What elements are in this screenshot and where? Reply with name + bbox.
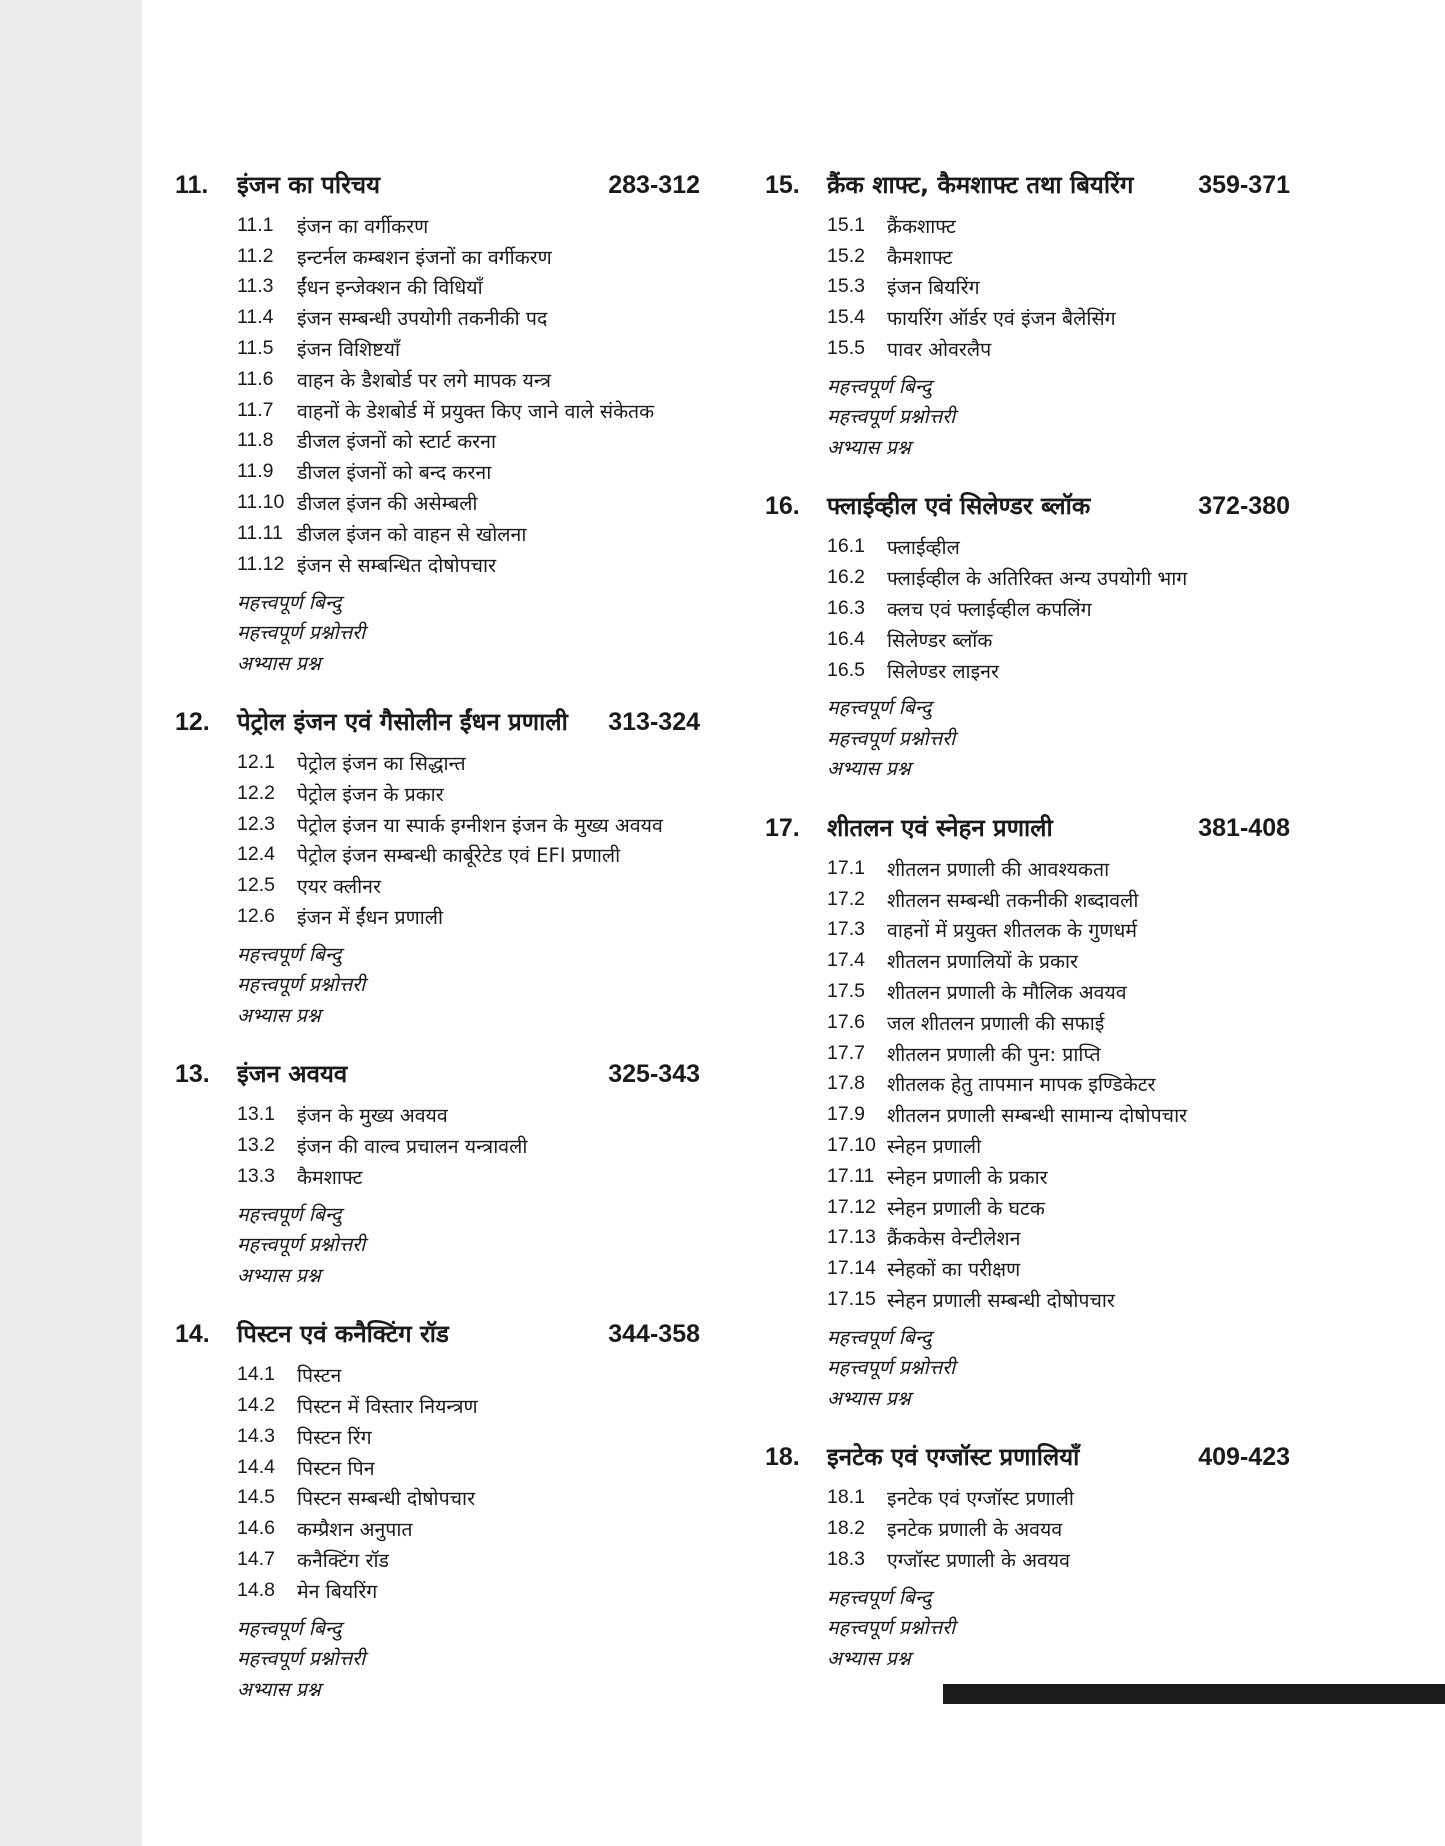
chapter-title: क्रैंक शाफ्ट, कैमशाफ्ट तथा बियरिंग xyxy=(827,171,1134,199)
extra-item: महत्त्वपूर्ण प्रश्नोत्तरी xyxy=(827,405,956,429)
extra-item: महत्त्वपूर्ण प्रश्नोत्तरी xyxy=(827,1356,956,1380)
topic-item xyxy=(237,426,700,457)
topic-item xyxy=(827,976,1290,1007)
topic-item xyxy=(827,1223,1290,1254)
topic-list xyxy=(237,1099,700,1191)
chapter-title: फ्लाईव्हील एवं सिलेण्डर ब्लॉक xyxy=(827,492,1091,521)
chapter-page-range: 325-343 xyxy=(608,1060,700,1089)
topic-number: 16.3 xyxy=(827,596,865,619)
topic-title: कम्प्रैशन अनुपात xyxy=(297,1518,413,1542)
topic-item xyxy=(827,655,1290,686)
chapter-number: 11. xyxy=(175,171,209,199)
topic-item xyxy=(237,1099,700,1130)
topic-list xyxy=(237,1359,700,1605)
toc-column-right xyxy=(765,168,1290,1700)
extra-item: अभ्यास प्रश्न xyxy=(237,651,321,675)
topic-title: फ्लाईव्हील xyxy=(887,536,960,560)
chapter-number: 12. xyxy=(175,708,210,737)
toc-column-left xyxy=(175,168,700,1731)
topic-item xyxy=(827,945,1290,976)
topic-title: इंजन का वर्गीकरण xyxy=(297,214,429,238)
topic-number: 12.6 xyxy=(237,904,275,927)
topic-number: 11.9 xyxy=(237,460,274,483)
topic-title: इंजन के मुख्य अवयव xyxy=(297,1104,448,1128)
extra-item: महत्त्वपूर्ण बिन्दु xyxy=(827,696,932,720)
topic-item xyxy=(237,364,700,395)
topic-item xyxy=(237,241,700,272)
chapter-title: इंजन का परिचय xyxy=(237,171,381,199)
topic-title: इंजन बियरिंग xyxy=(887,276,980,300)
topic-item xyxy=(237,870,700,901)
topic-title: इंजन में ईंधन प्रणाली xyxy=(297,905,444,929)
chapter-heading xyxy=(765,811,1290,853)
topic-item xyxy=(827,302,1290,333)
topic-item xyxy=(827,1192,1290,1223)
topic-item xyxy=(827,1038,1290,1069)
chapter-number: 15. xyxy=(765,171,800,199)
topic-item xyxy=(237,1575,700,1606)
topic-title: स्नेहन प्रणाली xyxy=(887,1135,982,1159)
topic-number: 14.8 xyxy=(237,1578,275,1601)
topic-title: इंजन की वाल्व प्रचालन यन्त्रावली xyxy=(297,1135,528,1159)
chapter-page-range: 372-380 xyxy=(1198,492,1290,521)
topic-item xyxy=(237,778,700,809)
topic-number: 12.2 xyxy=(237,781,275,804)
topic-number: 17.13 xyxy=(827,1226,876,1249)
topic-number: 14.7 xyxy=(237,1547,275,1570)
chapter-page-range: 409-423 xyxy=(1198,1443,1290,1472)
topic-title: पेट्रोल इंजन या स्पार्क इग्नीशन इंजन के मुख्य अवयव xyxy=(297,813,663,837)
topic-item xyxy=(237,1421,700,1452)
topic-number: 17.5 xyxy=(827,980,865,1003)
topic-title: कैमशाफ्ट xyxy=(297,1165,363,1189)
extra-item: महत्त्वपूर्ण बिन्दु xyxy=(237,590,342,614)
topic-number: 15.5 xyxy=(827,337,865,360)
topic-title: मेन बियरिंग xyxy=(297,1579,378,1603)
topic-list xyxy=(827,210,1290,364)
chapter-entry xyxy=(175,1317,700,1705)
topic-title: डीजल इंजन की असेम्बली xyxy=(297,492,478,516)
topic-item xyxy=(827,1513,1290,1544)
extra-item: महत्त्वपूर्ण प्रश्नोत्तरी xyxy=(237,973,366,997)
topic-number: 17.2 xyxy=(827,887,865,910)
chapter-number: 18. xyxy=(765,1443,800,1472)
topic-item xyxy=(237,1390,700,1421)
topic-list xyxy=(237,747,700,932)
topic-title: ईंधन इन्जेक्शन की विधियाँ xyxy=(297,276,483,300)
topic-number: 17.11 xyxy=(827,1164,875,1187)
topic-title: डीजल इंजनों को बन्द करना xyxy=(297,461,492,485)
extra-item: महत्त्वपूर्ण बिन्दु xyxy=(237,1202,342,1226)
topic-number: 14.6 xyxy=(237,1517,275,1540)
topic-title: शीतलन प्रणाली की पुन: प्राप्ति xyxy=(887,1042,1101,1066)
topic-item xyxy=(237,302,700,333)
left-margin-strip xyxy=(0,0,142,1846)
chapter-entry xyxy=(765,811,1290,1414)
topic-item xyxy=(237,210,700,241)
topic-title: डीजल इंजन को वाहन से खोलना xyxy=(297,522,527,546)
topic-item xyxy=(237,549,700,580)
extra-item: अभ्यास प्रश्न xyxy=(237,1003,321,1027)
topic-number: 11.5 xyxy=(237,337,274,360)
topic-title: शीतलन प्रणाली के मौलिक अवयव xyxy=(887,981,1127,1005)
topic-number: 13.3 xyxy=(237,1164,275,1187)
topic-item xyxy=(237,1544,700,1575)
topic-item xyxy=(827,1482,1290,1513)
chapter-page-range: 381-408 xyxy=(1198,813,1290,842)
chapter-heading xyxy=(175,1317,700,1359)
topic-title: इंजन से सम्बन्धित दोषोपचार xyxy=(297,553,497,577)
topic-item xyxy=(237,809,700,840)
chapter-title: इनटेक एवं एग्जॉस्ट प्रणालियाँ xyxy=(827,1443,1080,1472)
topic-title: इंजन विशिष्टयाँ xyxy=(297,338,401,362)
extra-item: अभ्यास प्रश्न xyxy=(827,1386,911,1410)
topic-number: 16.5 xyxy=(827,658,865,681)
topic-number: 12.1 xyxy=(237,750,275,773)
extra-item: महत्त्वपूर्ण प्रश्नोत्तरी xyxy=(237,1233,366,1257)
topic-title: शीतलन प्रणाली की आवश्यकता xyxy=(887,857,1110,881)
extra-item: महत्त्वपूर्ण प्रश्नोत्तरी xyxy=(237,621,366,645)
topic-title: क्रैंककेस वेन्टीलेशन xyxy=(887,1227,1021,1251)
topic-title: वाहनों के डेशबोर्ड में प्रयुक्त किए जाने वाले संकेतक xyxy=(297,399,655,423)
topic-number: 18.2 xyxy=(827,1517,865,1540)
topic-title: पिस्टन में विस्तार नियन्त्रण xyxy=(297,1394,478,1418)
chapter-extras xyxy=(827,372,1290,464)
topic-number: 16.2 xyxy=(827,566,865,589)
topic-number: 14.4 xyxy=(237,1455,275,1478)
topic-item xyxy=(237,1513,700,1544)
chapter-page-range: 344-358 xyxy=(608,1320,700,1349)
topic-title: शीतलन सम्बन्धी तकनीकी शब्दावली xyxy=(887,888,1139,912)
topic-item xyxy=(237,1452,700,1483)
topic-item xyxy=(827,1544,1290,1575)
topic-item xyxy=(237,1161,700,1192)
extra-item: अभ्यास प्रश्न xyxy=(827,435,911,459)
topic-item xyxy=(827,915,1290,946)
topic-title: फ्लाईव्हील के अतिरिक्त अन्य उपयोगी भाग xyxy=(887,567,1188,591)
chapter-extras xyxy=(237,1200,700,1292)
topic-title: एयर क्लीनर xyxy=(297,875,381,899)
chapter-number: 13. xyxy=(175,1060,210,1089)
topic-title: शीतलन प्रणालियों के प्रकार xyxy=(887,950,1079,974)
topic-item xyxy=(237,1359,700,1390)
topic-number: 12.3 xyxy=(237,812,275,835)
topic-title: स्नेहन प्रणाली के घटक xyxy=(887,1196,1045,1220)
extra-item: अभ्यास प्रश्न xyxy=(827,757,911,781)
topic-number: 14.2 xyxy=(237,1393,275,1416)
topic-list xyxy=(827,1482,1290,1574)
chapter-extras xyxy=(237,588,700,680)
topic-item xyxy=(237,839,700,870)
topic-title: वाहनों में प्रयुक्त शीतलक के गुणधर्म xyxy=(887,919,1138,943)
extra-item: महत्त्वपूर्ण बिन्दु xyxy=(827,1325,932,1349)
topic-number: 18.1 xyxy=(827,1486,865,1509)
topic-title: शीतलन प्रणाली सम्बन्धी सामान्य दोषोपचार xyxy=(887,1104,1188,1128)
topic-item xyxy=(827,1007,1290,1038)
topic-item xyxy=(237,395,700,426)
topic-item xyxy=(827,1130,1290,1161)
topic-title: फायरिंग ऑर्डर एवं इंजन बैलेसिंग xyxy=(887,307,1116,331)
topic-title: स्नेहन प्रणाली के प्रकार xyxy=(887,1165,1048,1189)
topic-title: पेट्रोल इंजन के प्रकार xyxy=(297,782,444,806)
topic-list xyxy=(827,853,1290,1315)
chapter-heading xyxy=(175,168,700,210)
chapter-number: 14. xyxy=(175,1320,210,1349)
extra-item: महत्त्वपूर्ण बिन्दु xyxy=(237,1616,342,1640)
topic-number: 13.2 xyxy=(237,1134,275,1157)
chapter-page-range: 283-312 xyxy=(608,171,700,199)
topic-item xyxy=(827,853,1290,884)
chapter-entry xyxy=(175,705,700,1031)
topic-title: इनटेक प्रणाली के अवयव xyxy=(887,1518,1063,1542)
topic-item xyxy=(827,1253,1290,1284)
chapter-entry xyxy=(765,489,1290,784)
topic-number: 11.7 xyxy=(237,398,274,421)
topic-item xyxy=(827,1161,1290,1192)
topic-number: 14.3 xyxy=(237,1424,275,1447)
chapter-title: शीतलन एवं स्नेहन प्रणाली xyxy=(827,813,1053,842)
topic-title: पिस्टन सम्बन्धी दोषोपचार xyxy=(297,1487,476,1511)
topic-item xyxy=(237,272,700,303)
topic-title: सिलेण्डर लाइनर xyxy=(887,659,999,683)
topic-item xyxy=(827,272,1290,303)
topic-title: कैमशाफ्ट xyxy=(887,245,953,269)
topic-number: 17.4 xyxy=(827,949,865,972)
extra-item: महत्त्वपूर्ण बिन्दु xyxy=(827,1585,932,1609)
topic-number: 17.7 xyxy=(827,1041,865,1064)
extra-item: अभ्यास प्रश्न xyxy=(827,1646,911,1670)
topic-number: 16.1 xyxy=(827,535,865,558)
chapter-number: 17. xyxy=(765,813,800,842)
topic-title: डीजल इंजनों को स्टार्ट करना xyxy=(297,430,497,454)
topic-title: क्लच एवं फ्लाईव्हील कपलिंग xyxy=(887,597,1092,621)
topic-item xyxy=(827,1284,1290,1315)
chapter-entry xyxy=(765,1440,1290,1674)
extra-item: अभ्यास प्रश्न xyxy=(237,1263,321,1287)
chapter-heading xyxy=(175,705,700,747)
topic-number: 18.3 xyxy=(827,1547,865,1570)
topic-number: 17.10 xyxy=(827,1134,876,1157)
topic-number: 14.1 xyxy=(237,1363,275,1386)
topic-item xyxy=(237,1482,700,1513)
chapter-entry xyxy=(175,1057,700,1291)
topic-title: पावर ओवरलैप xyxy=(887,338,992,362)
topic-number: 17.14 xyxy=(827,1257,876,1280)
topic-number: 17.9 xyxy=(827,1103,865,1126)
topic-number: 13.1 xyxy=(237,1103,275,1126)
chapter-entry xyxy=(765,168,1290,463)
topic-number: 16.4 xyxy=(827,627,865,650)
topic-item xyxy=(827,210,1290,241)
topic-number: 15.1 xyxy=(827,213,865,236)
topic-number: 17.6 xyxy=(827,1010,865,1033)
topic-list xyxy=(237,210,700,580)
chapter-extras xyxy=(827,1583,1290,1675)
topic-title: एग्जॉस्ट प्रणाली के अवयव xyxy=(887,1548,1070,1572)
topic-title: स्नेहकों का परीक्षण xyxy=(887,1258,1021,1282)
topic-number: 12.4 xyxy=(237,843,275,866)
topic-number: 17.3 xyxy=(827,918,865,941)
topic-list xyxy=(827,531,1290,685)
topic-number: 11.12 xyxy=(237,552,285,575)
topic-title: पिस्टन xyxy=(297,1364,342,1388)
topic-item xyxy=(237,518,700,549)
topic-number: 11.8 xyxy=(237,429,274,452)
topic-item xyxy=(827,241,1290,272)
topic-number: 17.15 xyxy=(827,1288,876,1311)
chapter-page-range: 359-371 xyxy=(1198,171,1290,199)
topic-item xyxy=(827,333,1290,364)
topic-number: 17.12 xyxy=(827,1195,876,1218)
chapter-heading xyxy=(765,1440,1290,1482)
topic-item xyxy=(237,333,700,364)
extra-item: महत्त्वपूर्ण प्रश्नोत्तरी xyxy=(827,1616,956,1640)
topic-number: 11.4 xyxy=(237,306,274,329)
topic-number: 11.11 xyxy=(237,521,283,544)
topic-item xyxy=(827,884,1290,915)
topic-title: वाहन के डैशबोर्ड पर लगे मापक यन्त्र xyxy=(297,368,551,392)
chapter-heading xyxy=(765,489,1290,531)
topic-number: 11.3 xyxy=(237,275,274,298)
topic-item xyxy=(827,593,1290,624)
chapter-extras xyxy=(827,693,1290,785)
chapter-extras xyxy=(827,1323,1290,1415)
chapter-heading xyxy=(765,168,1290,210)
extra-item: महत्त्वपूर्ण बिन्दु xyxy=(827,374,932,398)
topic-title: सिलेण्डर ब्लॉक xyxy=(887,628,993,652)
topic-title: शीतलक हेतु तापमान मापक इण्डिकेटर xyxy=(887,1073,1156,1097)
topic-title: क्रैंकशाफ्ट xyxy=(887,214,956,238)
chapter-heading xyxy=(175,1057,700,1099)
topic-number: 15.4 xyxy=(827,306,865,329)
extra-item: महत्त्वपूर्ण बिन्दु xyxy=(237,942,342,966)
topic-item xyxy=(827,1069,1290,1100)
topic-title: पेट्रोल इंजन सम्बन्धी कार्बूरेटेड एवं EFI प्रणाली xyxy=(297,844,621,868)
topic-item xyxy=(827,531,1290,562)
topic-title: इंजन सम्बन्धी उपयोगी तकनीकी पद xyxy=(297,307,548,331)
topic-number: 17.1 xyxy=(827,856,865,879)
chapter-title: पेट्रोल इंजन एवं गैसोलीन ईंधन प्रणाली xyxy=(237,708,568,737)
topic-item xyxy=(237,1130,700,1161)
chapter-entry xyxy=(175,168,700,679)
topic-title: कनैक्टिंग रॉड xyxy=(297,1548,389,1572)
topic-item xyxy=(237,456,700,487)
topic-number: 17.8 xyxy=(827,1072,865,1095)
topic-title: इनटेक एवं एग्जॉस्ट प्रणाली xyxy=(887,1487,1074,1511)
topic-number: 11.1 xyxy=(237,213,274,236)
topic-item xyxy=(827,624,1290,655)
topic-item xyxy=(827,1099,1290,1130)
topic-item xyxy=(237,747,700,778)
topic-number: 11.6 xyxy=(237,367,274,390)
topic-title: स्नेहन प्रणाली सम्बन्धी दोषोपचार xyxy=(887,1289,1115,1313)
topic-number: 11.2 xyxy=(237,244,274,267)
chapter-title: पिस्टन एवं कनैक्टिंग रॉड xyxy=(237,1320,449,1349)
topic-number: 14.5 xyxy=(237,1486,275,1509)
chapter-extras xyxy=(237,940,700,1032)
topic-title: इन्टर्नल कम्बशन इंजनों का वर्गीकरण xyxy=(297,245,552,269)
topic-item xyxy=(237,901,700,932)
topic-number: 15.3 xyxy=(827,275,865,298)
extra-item: महत्त्वपूर्ण प्रश्नोत्तरी xyxy=(827,726,956,750)
topic-item xyxy=(827,562,1290,593)
extra-item: महत्त्वपूर्ण प्रश्नोत्तरी xyxy=(237,1647,366,1671)
extra-item: अभ्यास प्रश्न xyxy=(237,1677,321,1701)
topic-item xyxy=(237,487,700,518)
chapter-page-range: 313-324 xyxy=(608,708,700,737)
decorative-bar xyxy=(943,1684,1445,1704)
chapter-number: 16. xyxy=(765,492,800,521)
topic-title: जल शीतलन प्रणाली की सफाई xyxy=(887,1011,1105,1035)
topic-title: पेट्रोल इंजन का सिद्धान्त xyxy=(297,751,466,775)
topic-number: 11.10 xyxy=(237,491,285,514)
topic-number: 15.2 xyxy=(827,244,865,267)
chapter-title: इंजन अवयव xyxy=(237,1060,348,1089)
topic-title: पिस्टन पिन xyxy=(297,1456,375,1480)
topic-title: पिस्टन रिंग xyxy=(297,1425,372,1449)
topic-number: 12.5 xyxy=(237,874,275,897)
chapter-extras xyxy=(237,1614,700,1706)
